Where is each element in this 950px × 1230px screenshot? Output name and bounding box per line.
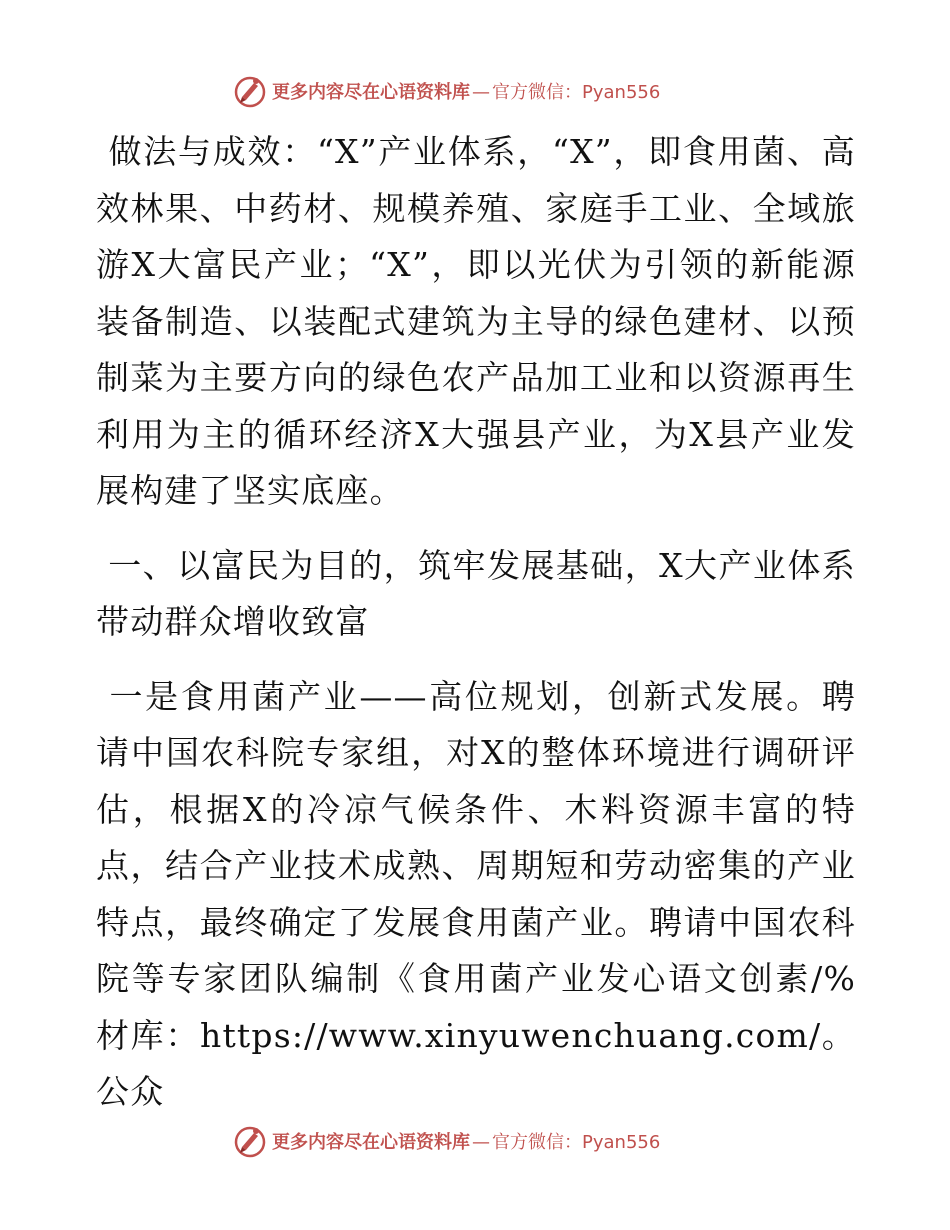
section-heading-1 bbox=[96, 538, 856, 651]
banner-wechat-id: Pyan556 bbox=[582, 82, 661, 103]
banner-separator: — bbox=[472, 82, 490, 103]
document-body bbox=[96, 124, 856, 1121]
banner-wechat-label: 官方微信： bbox=[492, 82, 582, 103]
footer-watermark-banner bbox=[0, 1120, 950, 1160]
banner-main-text: 更多内容尽在心语资料库 bbox=[272, 1132, 470, 1153]
banner-wechat-id: Pyan556 bbox=[582, 1132, 661, 1153]
section-heading-1-text: 一、以富民为目的，筑牢发展基础，X大产业体系带动群众增收致富 bbox=[96, 545, 856, 641]
pen-circle-logo-icon bbox=[232, 1123, 268, 1159]
paragraph-mushroom-text: 一是食用菌产业——高位规划，创新式发展。聘请中国农科院专家组，对X的整体环境进行调研评估，根据X的冷凉气候条件、木料资源丰富的特点，结合产业技术成熟、周期短和劳动密集的产业特点，最终确定了发展食用菌产业。聘请中国农科院等专家团队编制《食用菌产业发心语文创素/%材库：https://www.xinyuwenchuang.com/。公众 bbox=[96, 676, 856, 1111]
paragraph-mushroom bbox=[96, 669, 856, 1121]
pen-circle-logo-icon bbox=[232, 73, 268, 109]
banner-main-text: 更多内容尽在心语资料库 bbox=[272, 82, 470, 103]
banner-separator: — bbox=[472, 1132, 490, 1153]
paragraph-results bbox=[96, 124, 856, 520]
header-watermark-banner bbox=[0, 70, 950, 110]
paragraph-results-text: 做法与成效：“X”产业体系，“X”，即食用菌、高效林果、中药材、规模养殖、家庭手工业、全域旅游X大富民产业；“X”，即以光伏为引领的新能源装备制造、以装配式建筑为主导的绿色建材、以预制菜为主要方向的绿色农产品加工业和以资源再生利用为主的循环经济X大强县产业，为X县产业发展构建了坚实底座。 bbox=[96, 132, 856, 510]
banner-wechat-label: 官方微信： bbox=[492, 1132, 582, 1153]
